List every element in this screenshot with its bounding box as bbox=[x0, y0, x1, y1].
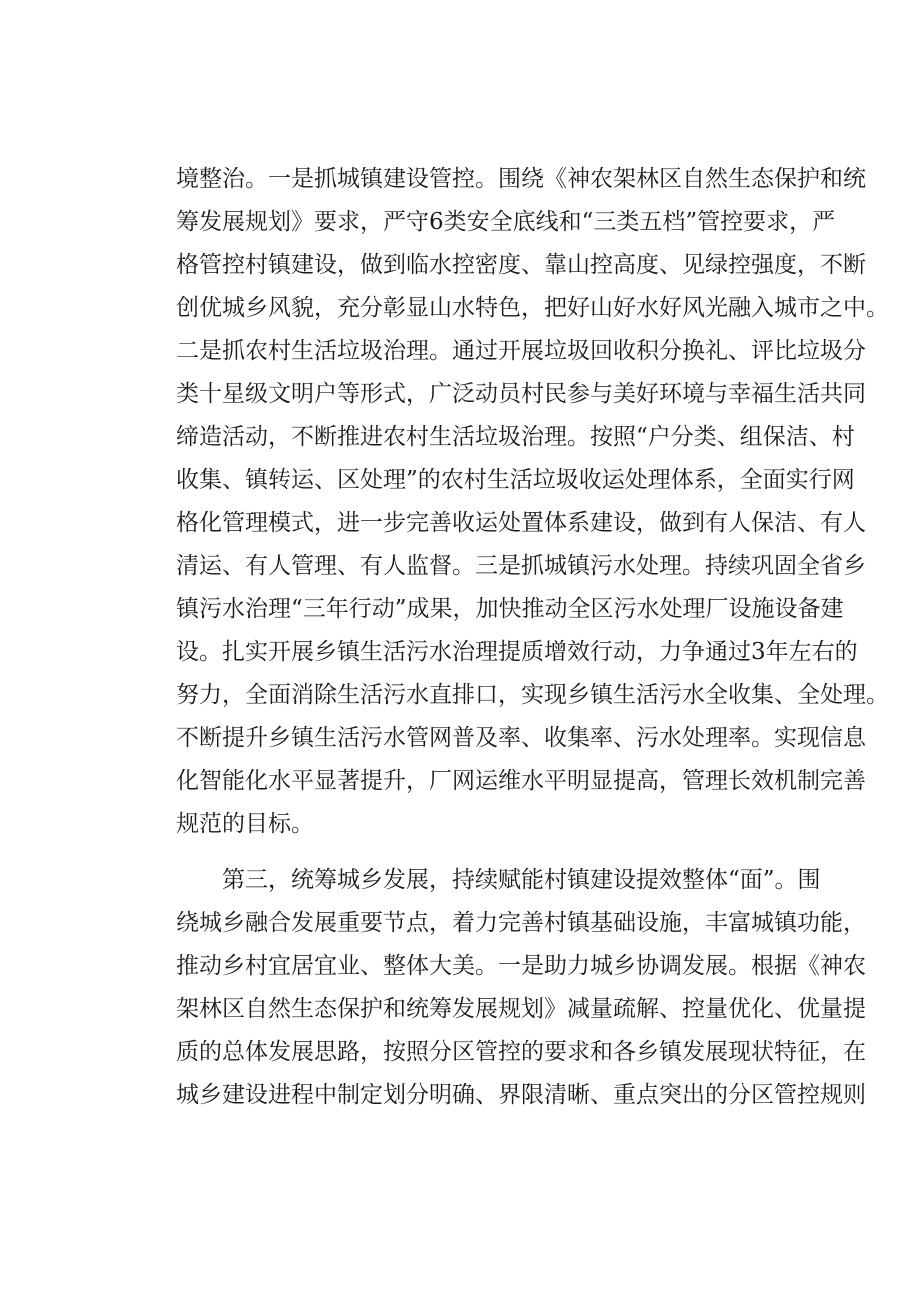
text-line: 化智能化水平显著提升，厂网运维水平明显提高，管理长效机制完善 bbox=[176, 768, 866, 794]
document-body bbox=[176, 158, 889, 1117]
text-line: 类十星级文明户等形式，广泛动员村民参与美好环境与幸福生活共同 bbox=[176, 381, 866, 407]
text-line: 格化管理模式，进一步完善收运处置体系建设，做到有人保洁、有人 bbox=[176, 510, 866, 536]
text-line: 二是抓农村生活垃圾治理。通过开展垃圾回收积分换礼、评比垃圾分 bbox=[176, 338, 866, 364]
text-line: 格管控村镇建设，做到临水控密度、靠山控高度、见绿控强度，不断 bbox=[176, 252, 866, 278]
text-line: 城乡建设进程中制定划分明确、界限清晰、重点突出的分区管控规则 bbox=[176, 1082, 866, 1108]
text-line: 绕城乡融合发展重要节点，着力完善村镇基础设施，丰富城镇功能， bbox=[176, 910, 866, 936]
text-line: 规范的目标。 bbox=[176, 811, 314, 837]
text-line: 境整治。一是抓城镇建设管控。围绕《神农架林区自然生态保护和统 bbox=[176, 166, 866, 192]
text-line: 镇污水治理“三年行动”成果，加快推动全区污水处理厂设施设备建 bbox=[176, 596, 844, 622]
text-line: 创优城乡风貌，充分彰显山水特色，把好山好水好风光融入城市之中。 bbox=[176, 295, 889, 321]
text-line: 收集、镇转运、区处理”的农村生活垃圾收运处理体系，全面实行网 bbox=[176, 467, 855, 493]
text-line: 第三，统筹城乡发展，持续赋能村镇建设提效整体“面”。围 bbox=[222, 867, 821, 893]
text-line: 筹发展规划》要求，严守6类安全底线和“三类五档”管控要求，严 bbox=[176, 209, 836, 235]
text-line: 推动乡村宜居宜业、整体大美。一是助力城乡协调发展。根据《神农 bbox=[176, 953, 866, 979]
text-line: 努力，全面消除生活污水直排口，实现乡镇生活污水全收集、全处理。 bbox=[176, 682, 889, 708]
paragraph-gap bbox=[176, 846, 816, 859]
text-line: 架林区自然生态保护和统筹发展规划》减量疏解、控量优化、优量提 bbox=[176, 996, 866, 1022]
paragraph-2 bbox=[176, 859, 866, 1117]
text-line: 缔造活动，不断推进农村生活垃圾治理。按照“户分类、组保洁、村 bbox=[176, 424, 855, 450]
text-line: 清运、有人管理、有人监督。三是抓城镇污水处理。持续巩固全省乡 bbox=[176, 553, 866, 579]
text-line: 质的总体发展思路，按照分区管控的要求和各乡镇发展现状特征，在 bbox=[176, 1039, 866, 1065]
text-line: 不断提升乡镇生活污水管网普及率、收集率、污水处理率。实现信息 bbox=[176, 725, 866, 751]
paragraph-1 bbox=[176, 158, 889, 846]
text-line: 设。扎实开展乡镇生活污水治理提质增效行动，力争通过3年左右的 bbox=[176, 639, 858, 665]
